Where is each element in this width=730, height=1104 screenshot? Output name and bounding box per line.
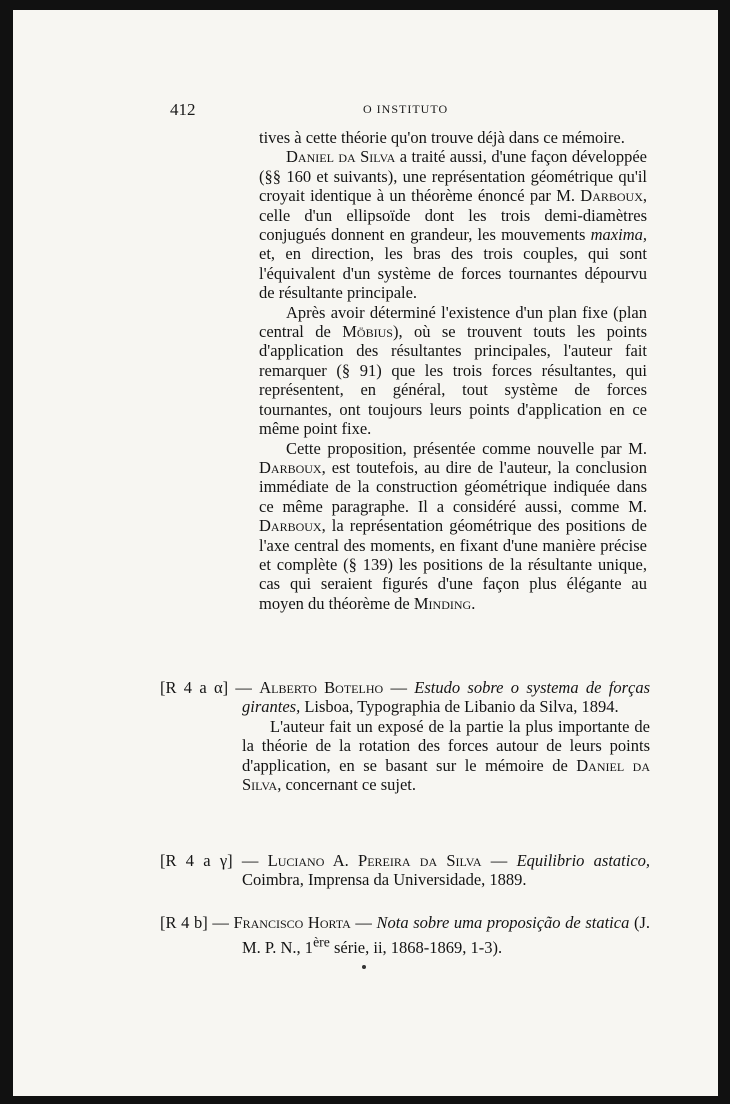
reference-entry (160, 913, 650, 957)
person-name: Darboux (580, 186, 643, 206)
person-name: Minding (413, 593, 472, 613)
classification-code: [R 4 a α] (160, 678, 229, 697)
paragraph-4: Cette proposition, présentée comme nouvelle par M. Darboux, est toutefois, au dire de l'auteur, la conclusion immédiate de la construction géométrique indiquée dans ce même paragraphe. Il a considéré aussi, comme M. Darboux, la représentation géométrique des positions de l'axe central des moments, en fixant d'une manière précise et complète (§ 139) les positions de la résultante unique, cas qui seraient figurés d'une façon plus élégante au moyen du théorème de Minding. (259, 438, 647, 613)
reference-citation: [R 4 b] — Francisco Horta — Nota sobre uma proposição de statica (J. M. P. N., 1ère série, ii, 1868-1869, 1-3). (160, 913, 650, 957)
main-text (259, 128, 647, 613)
reference-citation: [R 4 a α] — Alberto Botelho — Estudo sobre o systema de forças girantes, Lisboa, Typographia de Libanio da Silva, 1894. (160, 678, 651, 717)
reference-title: Nota sobre uma proposição de statica (376, 913, 630, 932)
reference-entry (160, 851, 650, 890)
reference-title: Estudo sobre o systema de forças girantes, (242, 678, 651, 717)
person-name: Daniel da Silva (242, 755, 650, 795)
emphasis: maxima, (590, 225, 647, 245)
reference-publication: Coimbra, Imprensa da Universidade, 1889. (242, 870, 527, 890)
paragraph-1: tives à cette théorie qu'on trouve déjà dans ce mémoire. (259, 128, 625, 147)
reference-author: Luciano A. Pereira da Silva (267, 851, 482, 870)
classification-code: [R 4 a γ] (160, 851, 233, 870)
page-number: 412 (170, 100, 196, 119)
reference-author: Francisco Horta (233, 913, 351, 932)
bullet-mark (362, 965, 366, 969)
person-name: Darboux (259, 516, 322, 536)
paragraph-2: Daniel da Silva a traité aussi, d'une façon développée (§§ 160 et suivants), une représentation géométrique qu'il croyait identique à un théorème énoncé par M. Darboux, celle d'un ellipsoïde dont les trois demi-diamètres conjugués donnent en grandeur, les mouvements maxima, et, en direction, les bras des trois couples, qui sont l'équivalent d'un système de forces tournantes dépourvu de résultante principale. (259, 147, 647, 303)
reference-citation: [R 4 a γ] — Luciano A. Pereira da Silva — Equilibrio astatico, Coimbra, Imprensa da Universidade, 1889. (160, 851, 651, 890)
classification-code: [R 4 b] (160, 913, 208, 932)
book-page (13, 10, 718, 1096)
page-header (13, 100, 718, 120)
author-name: Daniel da Silva (286, 147, 396, 167)
person-name: Möbius (342, 322, 393, 342)
reference-entry (160, 678, 650, 794)
reference-author: Alberto Botelho (259, 678, 384, 697)
reference-publication: (J. M. P. N., 1ère série, ii, 1868-1869, 1-3). (242, 913, 650, 957)
reference-review: L'auteur fait un exposé de la partie la plus importante de la théorie de la rotation des forces autour de leurs points d'application, en se basant sur le mémoire de Daniel da Silva, concernant ce sujet. (242, 716, 650, 795)
reference-publication: Lisboa, Typographia de Libanio da Silva, 1894. (300, 697, 619, 717)
running-head: O INSTITUTO (363, 102, 449, 116)
reference-title: Equilibrio astatico, (516, 851, 651, 870)
person-name: Darboux (259, 457, 322, 477)
paragraph-3: Après avoir déterminé l'existence d'un plan fixe (plan central de Möbius), où se trouvent touts les points d'application des résultantes principales, l'auteur fait remarquer (§ 91) que les trois forces résultantes, qui représentent, en général, tout système de forces tournantes, ont toujours leurs points d'application en ce même point fixe. (259, 302, 647, 439)
